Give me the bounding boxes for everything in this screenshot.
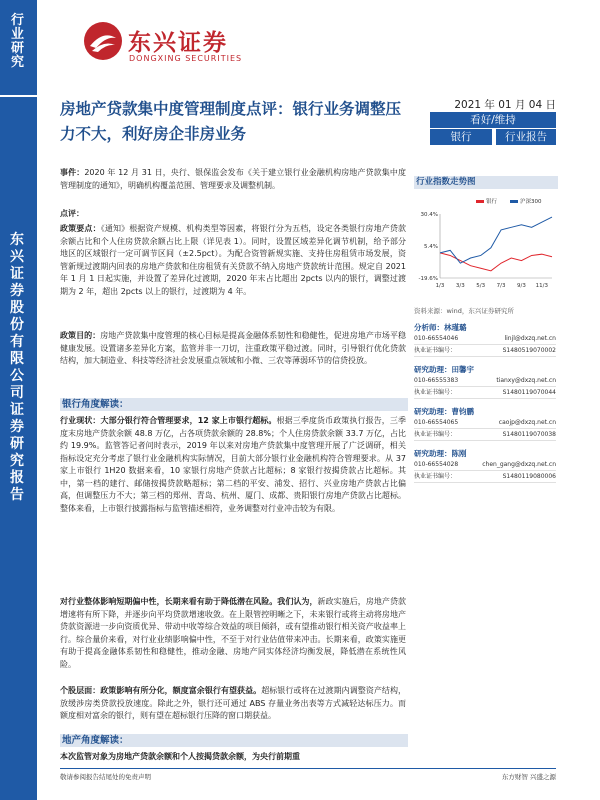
analyst-name: 研究助理：田馨宇 — [414, 365, 474, 374]
property-para-1-text: 为央行前期重 — [252, 752, 300, 761]
property-para-1 — [60, 751, 406, 764]
chart-heading: 行业指数走势图 — [414, 176, 558, 189]
analyst-cert-label: 执业证书编号： — [414, 389, 457, 396]
report-date: 2021 年 01 月 04 日 — [430, 97, 556, 114]
analyst-name: 研究助理：陈刚 — [414, 449, 467, 458]
report-type-badge: 行业报告 — [496, 129, 556, 145]
bank-para-1-text: 根据三季度货币政策执行报告，三季度末房地产贷款余额 48.8 万亿，占各项贷款余额的 28.8%；个人住房贷款余额 33.7 万亿，占比约 19.9%。监管答记者问时表示，2019 年以来对房地产贷款集中度管理开展了广泛调研，相关指标设定充分考虑了银行业金融机构实际情况，目前大部分银行业金融机构符合管理要求。从 37 家上市银行 1H20 数据来看，10 家银行房地产贷款占比超标；8 家银行按揭贷款占比超标。其中，第一档的建行、邮储按揭贷款略超标；第二档的平安、浦发、招行、兴业房地产贷款占比偏高，但调整压力不大；第三档的郑州、青岛、杭州、厦门、成都、贵阳银行房地产贷款占比超标。整体来看，上市银行披露指标与监管描述相符，业务调整对行业冲击较为有限。 — [60, 416, 407, 513]
analyst-phone: 010-66554046 — [414, 335, 459, 342]
analyst-cert-row — [414, 429, 556, 441]
analyst-card — [414, 364, 556, 399]
event-paragraph — [60, 167, 406, 192]
review-label: 点评： — [60, 209, 84, 218]
logo-text-cn: 东兴证券 — [128, 30, 228, 56]
goal-text: 房地产贷款集中度管理的核心目标是提高金融体系韧性和稳健性，促进房地产市场平稳健康发展。设置诸多差异化方案，监管并非一刀切，注重政策平稳过渡。同时，引导银行优化贷款结构，加大制造业、科技等经济社会发展重点领域和小微、三农等薄弱环节的信贷投放。 — [60, 331, 407, 365]
policy-text: 《通知》根据资产规模、机构类型等因素，将银行分为五档，设定各类银行房地产贷款余额占比和个人住房贷款余额占比上限（详见表 1）。同时，设置区域差异化调节机制，给予部分地区的区域银行一定可调节区间（±2.5pct）。为配合资管新规实施、支持住房租赁市场发展，资管新规过渡期内回表的房地产贷款和住房租赁有关贷款不纳入房地产贷款统计范围。规定自 2021 年 1 月 1 日起实施，并设置了差异化过渡期，2020 年末占比超出 2pcts 以内的银行，调整过渡期为 2 年，超出 2pcts 以上的银行，过渡期为 4 年。 — [60, 224, 407, 296]
x-tick-label: 7/3 — [496, 283, 506, 289]
bank-para-2-lead: 对行业整体影响短期偏中性，长期来看有助于降低潜在风险。我们认为， — [60, 597, 318, 606]
analyst-contact-row — [414, 333, 556, 345]
bank-para-3-text: 超标银行或将在过渡期内调整资产结构，放缓涉房类贷款投放速度。除此之外，银行还可通过 ABS 存量业务出表等方式减轻达标压力。而额度相对富余的银行，则有望在超标银行压降的窗口期获益。 — [60, 686, 407, 720]
x-tick-label: 9/3 — [517, 283, 526, 289]
analyst-email[interactable]: chen_gang@dxzq.net.cn — [482, 461, 556, 468]
x-tick-label: 1/3 — [435, 283, 445, 289]
bank-para-2-text: 新政实施后，房地产贷款增速将有所下降，并逐步向平均贷款增速收敛。在上限管控明晰之下，未来银行或将主动将房地产贷款资源进一步向资质优异、带动中收等综合效益的项目倾斜，或有望推动银行相关资产收益率上行。综合量价来看，对行业业绩影响偏中性，不至于对行业估值带来冲击。长期来看，政策实施更有助于提高金融体系韧性和稳健性，推动金融、房地产同实体经济均衡发展，降低潜在系统性风险。 — [60, 597, 407, 669]
property-para-1-lead: 本次监管对象为房地产贷款余额和个人按揭贷款余额， — [60, 752, 252, 761]
analyst-cert-row — [414, 345, 556, 357]
logo-mark-icon — [82, 20, 124, 62]
x-tick-label: 3/3 — [455, 283, 465, 289]
analyst-phone: 010-66554065 — [414, 419, 459, 426]
policy-label: 政策要点： — [60, 224, 101, 233]
bank-para-3-lead: 个股层面：政策影响有所分化，额度富余银行有望获益。 — [60, 686, 262, 695]
rating-badge: 看好/维持 — [430, 112, 556, 128]
analyst-card — [414, 448, 556, 483]
report-title: 房地产贷款集中度管理制度点评：银行业务调整压力不大，利好房企非房业务 — [60, 100, 402, 143]
legend-label-0: 银行 — [486, 199, 498, 205]
analyst-cert-row — [414, 387, 556, 399]
analyst-email[interactable]: tianxy@dxzq.net.cn — [496, 377, 556, 384]
goal-paragraph — [60, 330, 406, 368]
analyst-name: 分析师：林瑾璐 — [414, 323, 467, 332]
x-tick-label: 11/3 — [535, 283, 548, 289]
legend-label-1: 沪深300 — [520, 199, 542, 205]
bank-para-3 — [60, 685, 406, 723]
analyst-card — [414, 406, 556, 441]
legend-swatch-1 — [510, 200, 518, 203]
y-tick-label: -19.6% — [418, 276, 438, 282]
analyst-cert-label: 执业证书编号： — [414, 347, 457, 354]
analyst-email[interactable]: caojp@dxzq.net.cn — [498, 419, 556, 426]
y-tick-label: 5.4% — [424, 244, 438, 250]
analyst-email[interactable]: linjl@dxzq.net.cn — [504, 335, 556, 342]
analyst-contact-row — [414, 417, 556, 429]
x-tick-label: 5/3 — [476, 283, 486, 289]
chart-source: 资料来源：wind，东兴证券研究所 — [414, 307, 514, 315]
sidebar-top — [0, 0, 37, 95]
sidebar-company: 东兴证券股份有限公司证券研究报告 — [10, 232, 24, 503]
footer-divider — [60, 768, 556, 769]
analyst-cert-no: S1480119070038 — [502, 431, 556, 438]
y-tick-label: 30.4% — [420, 212, 438, 218]
bank-para-1 — [60, 415, 406, 515]
analyst-cert-row — [414, 471, 556, 483]
analyst-cert-label: 执业证书编号： — [414, 473, 457, 480]
analyst-cert-no: S1480119070044 — [502, 389, 556, 396]
analyst-phone: 010-66554028 — [414, 461, 459, 468]
analyst-cert-no: S1480119080006 — [502, 473, 556, 480]
bank-para-2 — [60, 596, 406, 671]
analyst-card — [414, 322, 556, 357]
event-text: 2020 年 12 月 31 日，央行、银保监会发布《关于建立银行业金融机构房地产贷款集中度管理制度的通知》，明确机构覆盖范围、管理要求及调整机制。 — [60, 168, 406, 190]
industry-badge: 银行 — [430, 129, 492, 145]
analyst-phone: 010-66555383 — [414, 377, 459, 384]
event-label: 事件： — [60, 168, 85, 177]
series-line-0 — [440, 253, 552, 271]
legend-swatch-0 — [476, 200, 484, 203]
policy-paragraph — [60, 223, 406, 298]
analyst-contact-row — [414, 459, 556, 471]
sidebar-bottom — [0, 97, 37, 800]
logo-text-en: DONGXING SECURITIES — [129, 54, 243, 63]
section-bank: 银行角度解读： — [60, 398, 408, 411]
analyst-cert-label: 执业证书编号： — [414, 431, 457, 438]
series-line-1 — [440, 217, 552, 263]
sidebar-top-label: 行业研究 — [11, 13, 25, 70]
analyst-cert-no: S1480519070002 — [502, 347, 556, 354]
footer-slogan: 东方财智 兴盛之源 — [501, 773, 556, 781]
footer-disclaimer: 敬请参阅报告结尾处的免责声明 — [60, 773, 151, 781]
bank-para-1-lead: 行业现状：大部分银行符合管理要求，12 家上市银行超标。 — [60, 416, 277, 425]
analyst-name: 研究助理：曹钧鹏 — [414, 407, 474, 416]
goal-label: 政策目的： — [60, 331, 101, 340]
section-property: 地产角度解读： — [60, 734, 408, 747]
analyst-contact-row — [414, 375, 556, 387]
index-trend-chart — [414, 192, 556, 302]
